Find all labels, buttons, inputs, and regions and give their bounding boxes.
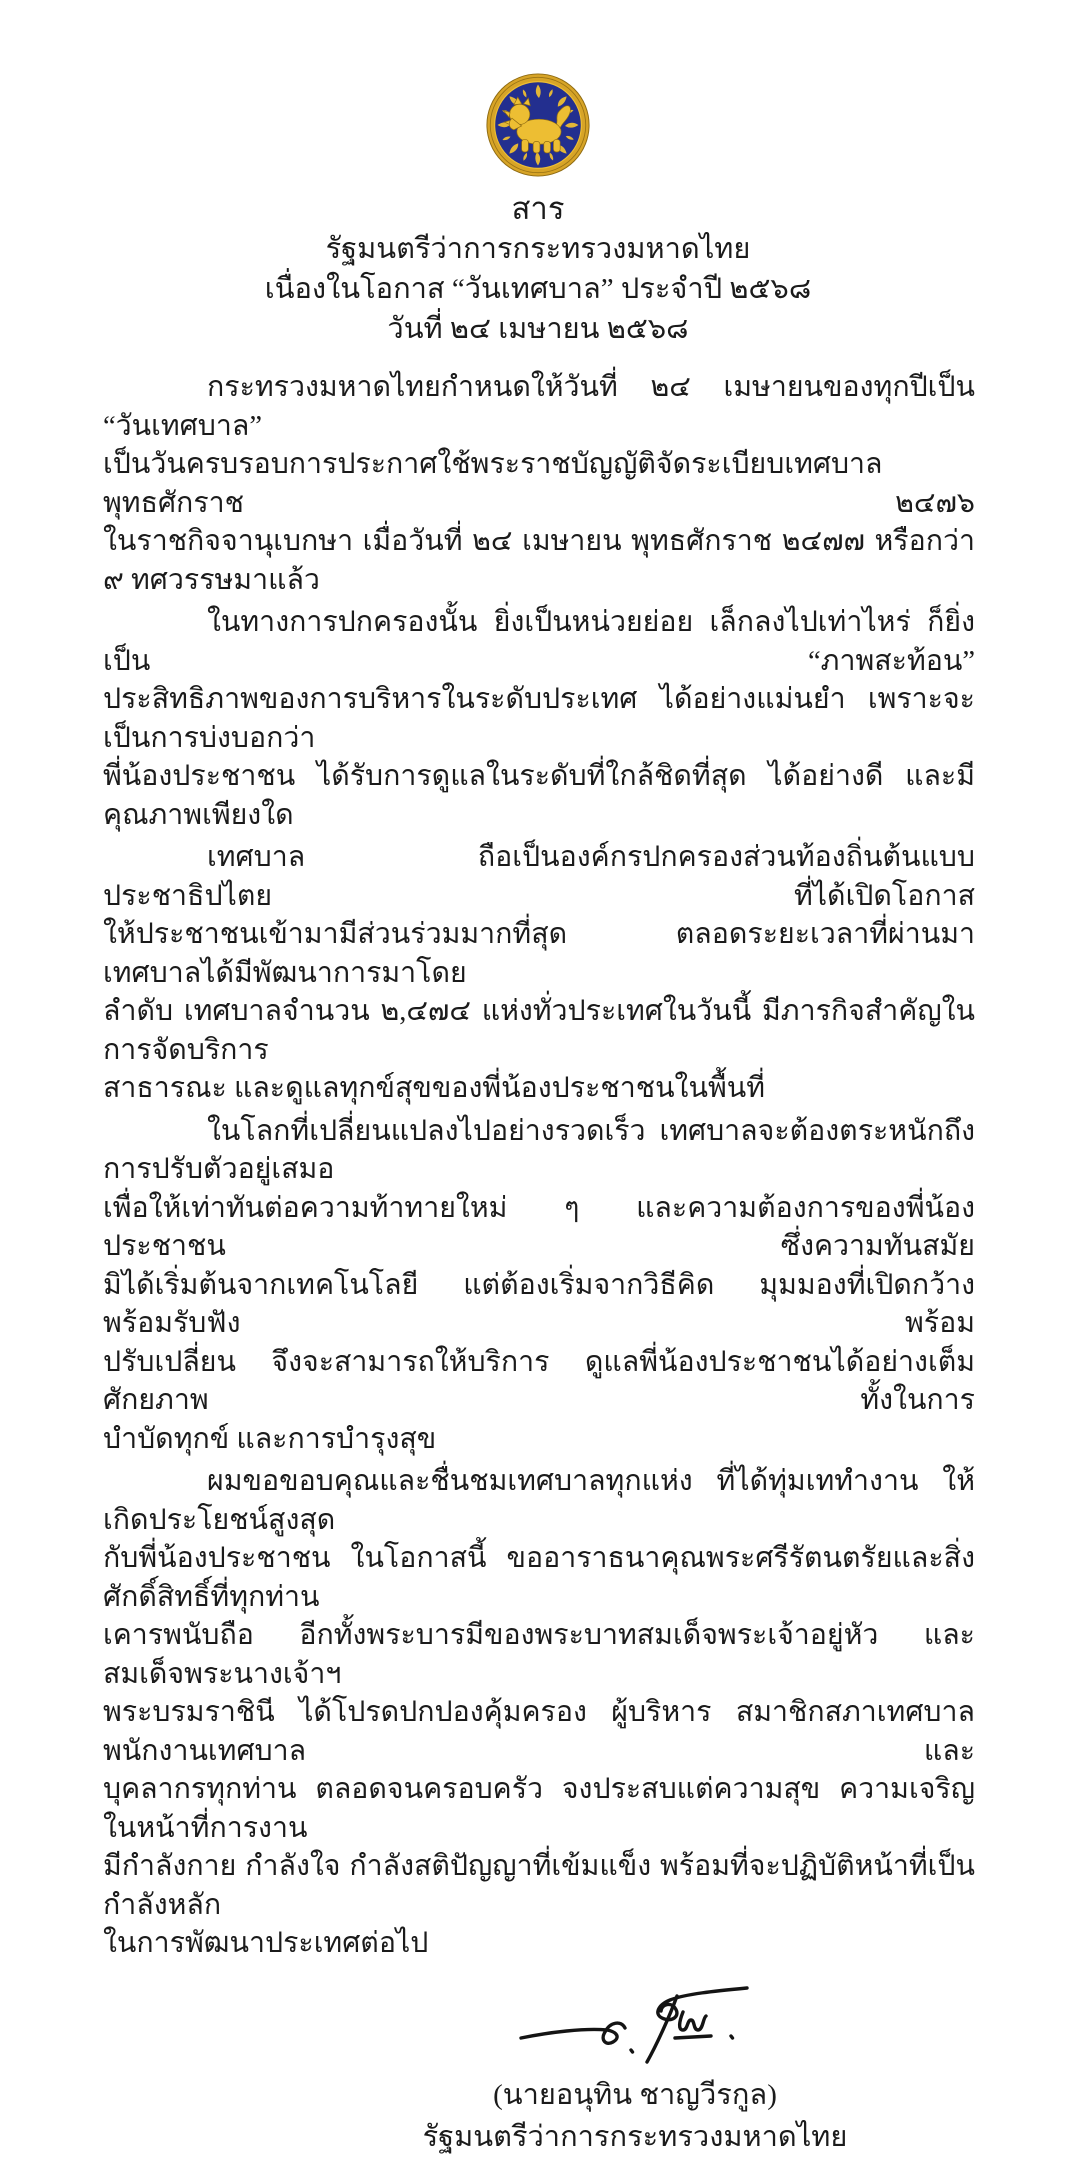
paragraph-line: เพื่อให้เท่าทันต่อความท้าทายใหม่ ๆ และความต้องการของพี่น้องประชาชน ซึ่งความทันสมัย	[103, 1192, 975, 1262]
paragraph-line: สาธารณะ และดูแลทุกข์สุขของพี่น้องประชาชนในพื้นที่	[103, 1073, 766, 1104]
paragraph-line: กับพี่น้องประชาชน ในโอกาสนี้ ขออาราธนาคุณพระศรีรัตนตรัยและสิ่งศักดิ์สิทธิ์ที่ทุกท่าน	[103, 1543, 975, 1613]
paragraph-line: เคารพนับถือ อีกทั้งพระบารมีของพระบาทสมเด็จพระเจ้าอยู่หัว และสมเด็จพระนางเจ้าฯ	[103, 1620, 975, 1690]
paragraph	[103, 839, 975, 1109]
author-title-line: รัฐมนตรีว่าการกระทรวงมหาดไทย	[325, 233, 751, 265]
paragraph-line: ปรับเปลี่ยน จึงจะสามารถให้บริการ ดูแลพี่น้องประชาชนได้อย่างเต็มศักยภาพ ทั้งในการ	[103, 1346, 975, 1416]
paragraph	[103, 1463, 975, 1964]
paragraph-line: มิได้เริ่มต้นจากเทคโนโลยี แต่ต้องเริ่มจากวิธีคิด มุมมองที่เปิดกว้าง พร้อมรับฟัง พร้อม	[103, 1269, 975, 1339]
paragraph-line: พระบรมราชินี ได้โปรดปกปองคุ้มครอง ผู้บริหาร สมาชิกสภาเทศบาล พนักงานเทศบาล และ	[103, 1697, 975, 1767]
paragraph-line: ในโลกที่เปลี่ยนแปลงไปอย่างรวดเร็ว เทศบาลจะต้องตระหนักถึงการปรับตัวอยู่เสมอ	[103, 1115, 975, 1185]
paragraph-line: พี่น้องประชาชน ได้รับการดูแลในระดับที่ใกล้ชิดที่สุด ได้อย่างดี และมีคุณภาพเพียงใด	[103, 761, 975, 831]
paragraph-line: บุคลากรทุกท่าน ตลอดจนครอบครัว จงประสบแต่ความสุข ความเจริญ ในหน้าที่การงาน	[103, 1774, 975, 1844]
paragraph-line: ประสิทธิภาพของการบริหารในระดับประเทศ ได้อย่างแม่นยำ เพราะจะเป็นการบ่งบอกว่า	[103, 684, 975, 754]
paragraph-line: ในราชกิจจานุเบกษา เมื่อวันที่ ๒๔ เมษายน พุทธศักราช ๒๔๗๗ หรือกว่า ๙ ทศวรรษมาแล้ว	[103, 526, 975, 596]
paragraph-line: ในทางการปกครองนั้น ยิ่งเป็นหน่วยย่อย เล็กลงไปเท่าไหร่ ก็ยิ่งเป็น “ภาพสะท้อน”	[103, 607, 975, 677]
letter-body	[103, 369, 975, 1964]
paragraph-line: ลำดับ เทศบาลจำนวน ๒,๔๗๔ แห่งทั่วประเทศในวันนี้ มีภารกิจสำคัญในการจัดบริการ	[103, 996, 975, 1066]
paragraph-line: กระทรวงมหาดไทยกำหนดให้วันที่ ๒๔ เมษายนของทุกปีเป็น “วันเทศบาล”	[103, 372, 975, 442]
occasion-line: เนื่องในโอกาส “วันเทศบาล” ประจำปี ๒๕๖๘	[264, 273, 812, 305]
paragraph-line: ผมขอขอบคุณและชื่นชมเทศบาลทุกแห่ง ที่ได้ทุ่มเททำงาน ให้เกิดประโยชน์สูงสุด	[103, 1466, 975, 1536]
signature-block	[405, 1978, 865, 2158]
date-line: วันที่ ๒๔ เมษายน ๒๕๖๘	[387, 313, 689, 345]
paragraph-line: มีกำลังกาย กำลังใจ กำลังสติปัญญาที่เข้มแข็ง พร้อมที่จะปฏิบัติหน้าที่เป็นกำลังหลัก	[103, 1851, 975, 1921]
paragraph-line: ให้ประชาชนเข้ามามีส่วนร่วมมากที่สุด ตลอดระยะเวลาที่ผ่านมา เทศบาลได้มีพัฒนาการมาโดย	[103, 919, 975, 989]
paragraph	[103, 604, 975, 835]
paragraph-line: เป็นวันครบรอบการประกาศใช้พระราชบัญญัติจัดระเบียบเทศบาล พุทธศักราช ๒๔๗๖	[103, 449, 975, 519]
paragraph-line: บำบัดทุกข์ และการบำรุงสุข	[103, 1423, 437, 1455]
signer-name: (นายอนุทิน ชาญวีรกูล)	[493, 2078, 777, 2111]
doc-type-title: สาร	[511, 191, 565, 226]
paragraph	[103, 369, 975, 600]
paragraph-line: เทศบาล ถือเป็นองค์กรปกครองส่วนท้องถิ่นต้นแบบประชาธิปไตย ที่ได้เปิดโอกาส	[103, 842, 975, 912]
signer-title: รัฐมนตรีว่าการกระทรวงมหาดไทย	[422, 2120, 848, 2153]
handwritten-signature-icon	[515, 1978, 755, 2070]
letter-header	[0, 189, 1076, 349]
emblem-container	[0, 0, 1076, 183]
paragraph	[103, 1113, 975, 1460]
ministry-of-interior-seal-icon	[485, 72, 591, 178]
paragraph-line: ในการพัฒนาประเทศต่อไป	[103, 1928, 429, 1959]
